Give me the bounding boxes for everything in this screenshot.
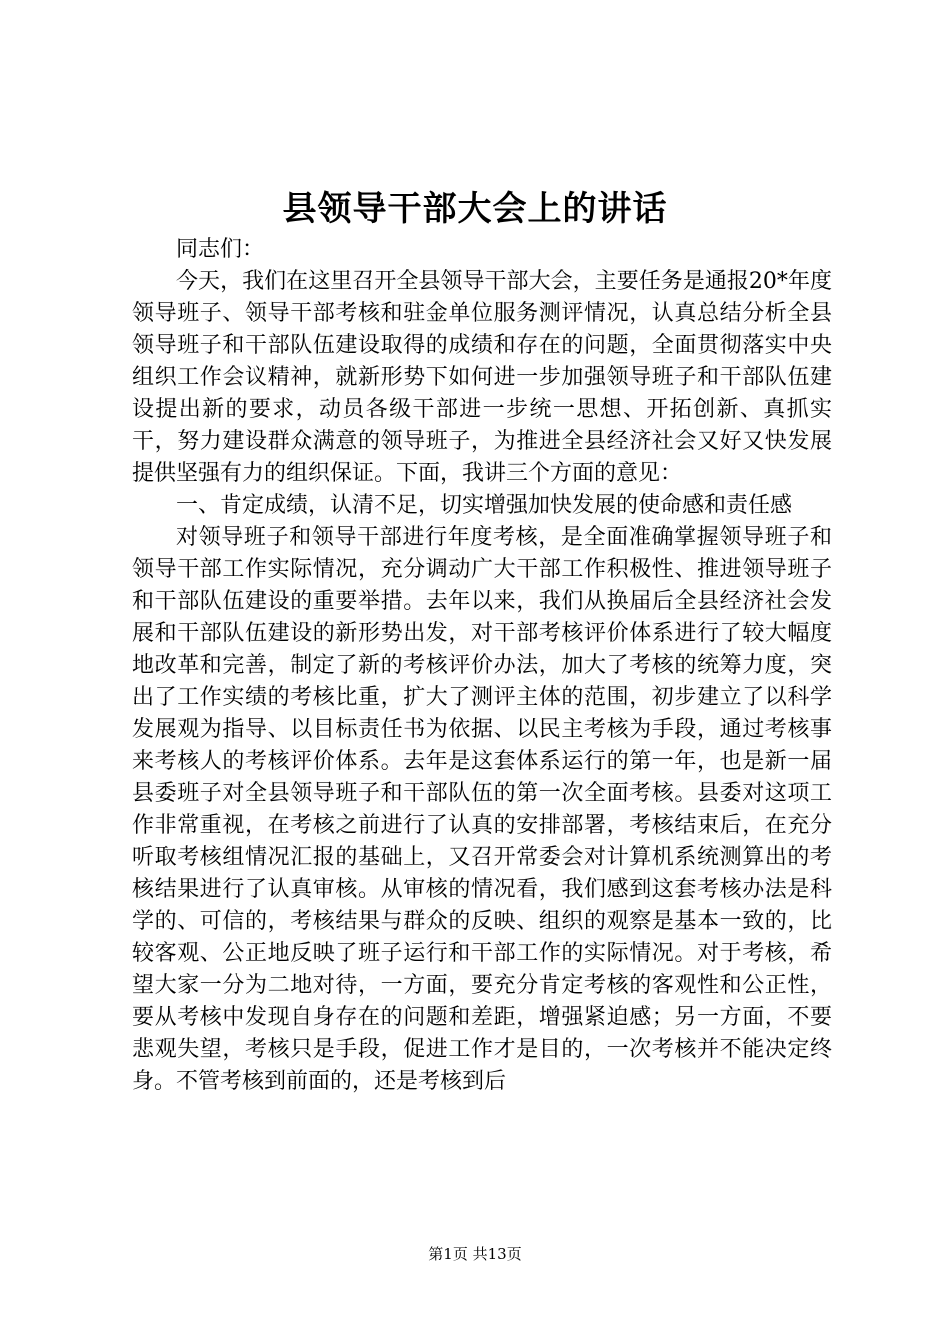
document-body bbox=[132, 234, 832, 1098]
document-title: 县领导干部大会上的讲话 bbox=[282, 189, 668, 229]
paragraph-intro: 今天，我们在这里召开全县领导干部大会，主要任务是通报20*年度领导班子、领导干部考核和驻金单位服务测评情况，认真总结分析全县领导班子和干部队伍建设取得的成绩和存在的问题，全面贯彻落实中央组织工作会议精神，就新形势下如何进一步加强领导班子和干部队伍建设提出新的要求，动员各级干部进一步统一思想、开拓创新、真抓实干，努力建设群众满意的领导班子，为推进全县经济社会又好又快发展提供坚强有力的组织保证。下面，我讲三个方面的意见： bbox=[132, 269, 832, 486]
page-number-footer: 第1页 共13页 bbox=[428, 1245, 522, 1263]
paragraph-body: 对领导班子和领导干部进行年度考核，是全面准确掌握领导班子和领导干部工作实际情况，充分调动广大干部工作积极性、推进领导班子和干部队伍建设的重要举措。去年以来，我们从换届后全县经济社会发展和干部队伍建设的新形势出发，对干部考核评价体系进行了较大幅度地改革和完善，制定了新的考核评价办法，加大了考核的统筹力度，突出了工作实绩的考核比重，扩大了测评主体的范围，初步建立了以科学发展观为指导、以目标责任书为依据、以民主考核为手段，通过考核事来考核人的考核评价体系。去年是这套体系运行的第一年，也是新一届县委班子对全县领导班子和干部队伍的第一次全面考核。县委对这项工作非常重视，在考核之前进行了认真的安排部署，考核结束后，在充分听取考核组情况汇报的基础上，又召开常委会对计算机系统测算出的考核结果进行了认真审核。从审核的情况看，我们感到这套考核办法是科学的、可信的，考核结果与群众的反映、组织的观察是基本一致的，比较客观、公正地反映了班子运行和干部工作的实际情况。对于考核，希望大家一分为二地对待，一方面，要充分肯定考核的客观性和公正性，要从考核中发现自身存在的问题和差距，增强紧迫感；另一方面，不要悲观失望，考核只是手段，促进工作才是目的，一次考核并不能决定终身。不管考核到前面的，还是考核到后 bbox=[132, 525, 832, 1094]
section-heading: 一、肯定成绩，认清不足，切实增强加快发展的使命感和责任感 bbox=[176, 493, 793, 518]
salutation: 同志们： bbox=[176, 237, 265, 262]
